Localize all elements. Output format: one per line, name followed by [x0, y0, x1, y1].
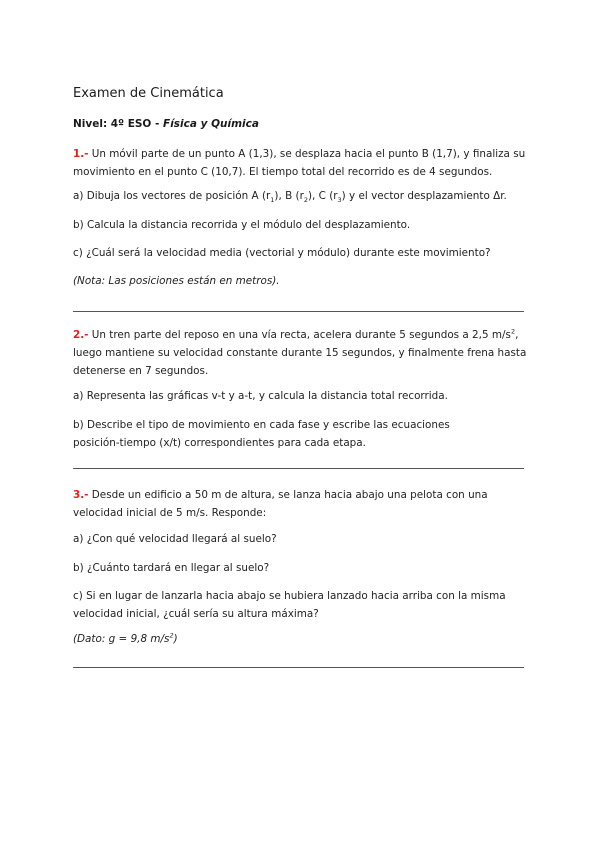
q3-note-text: (Dato: g = 9,8 m/s	[73, 633, 170, 645]
q3-intro-text-1: Desde un edificio a 50 m de altura, se lanza hacia abajo una pelota con una	[88, 489, 488, 501]
q2-intro-text-1: Un tren parte del reposo en una vía recta, acelera durante 5 segundos a 2,5 m/s	[88, 329, 511, 341]
q1-note	[73, 272, 525, 290]
q2-part-b-line-1: b) Describe el tipo de movimiento en cada fase y escribe las ecuaciones	[73, 419, 450, 431]
q3-part-c-line-2: velocidad inicial, ¿cuál sería su altura máxima?	[73, 608, 319, 620]
q3-number: 3.-	[73, 489, 89, 501]
q3-intro-line-2: velocidad inicial de 5 m/s. Responde:	[73, 507, 267, 519]
q1-a-sub-3: 3	[337, 196, 342, 205]
q3-note-line	[73, 630, 525, 648]
q2-intro-line-1	[73, 326, 525, 344]
q2-intro-line-2: luego mantiene su velocidad constante durante 15 segundos, y finalmente frena hasta	[73, 347, 527, 359]
q1-part-b-line: b) Calcula la distancia recorrida y el módulo del desplazamiento.	[73, 219, 411, 231]
q3-note-sup: 2	[169, 631, 174, 640]
divider-2	[73, 468, 524, 469]
level-prefix: Nivel: 4º ESO -	[73, 118, 164, 130]
q1-note-line: (Nota: Las posiciones están en metros).	[73, 275, 280, 287]
question-1	[73, 145, 525, 181]
q2-part-b	[73, 416, 525, 452]
question-3	[73, 486, 525, 522]
q3-intro-line-1	[73, 486, 525, 504]
q1-a-text-2: ), B (r	[274, 190, 304, 202]
q1-part-c-line: c) ¿Cuál será la velocidad media (vectorial y módulo) durante este movimiento?	[73, 247, 491, 259]
level-subject: Física y Química	[163, 118, 259, 130]
q1-a-text-1: a) Dibuja los vectores de posición A (r	[73, 190, 271, 202]
q2-intro-sup: 2	[510, 327, 516, 336]
q2-part-a-line: a) Representa las gráficas v-t y a-t, y calcula la distancia total recorrida.	[73, 390, 448, 402]
q2-number: 2.-	[73, 329, 89, 341]
q3-part-c-line-1: c) Si en lugar de lanzarla hacia abajo se hubiera lanzado hacia arriba con la misma	[73, 590, 506, 602]
q1-part-b	[73, 216, 525, 234]
q1-number: 1.-	[73, 148, 89, 160]
q1-intro-line-2: movimiento en el punto C (10,7). El tiempo total del recorrido es de 4 segundos.	[73, 166, 493, 178]
q3-part-a-line: a) ¿Con qué velocidad llegará al suelo?	[73, 533, 277, 545]
q1-a-text-4: ) y el vector desplazamiento Δr.	[341, 190, 507, 202]
q3-note	[73, 630, 525, 648]
q3-part-b-line: b) ¿Cuánto tardará en llegar al suelo?	[73, 562, 270, 574]
q2-part-b-line-2: posición-tiempo (x/t) correspondientes para cada etapa.	[73, 437, 366, 449]
q1-a-text-3: ), C (r	[307, 190, 338, 202]
q1-intro-text-1: Un móvil parte de un punto A (1,3), se desplaza hacia el punto B (1,7), y finaliza su	[88, 148, 526, 160]
q2-intro-line-3: detenerse en 7 segundos.	[73, 365, 209, 377]
q1-part-c	[73, 244, 525, 262]
q2-part-a	[73, 387, 525, 405]
q1-intro-line-1	[73, 145, 525, 163]
q3-part-b	[73, 559, 525, 577]
q1-part-a-line	[73, 187, 525, 205]
question-2	[73, 326, 525, 380]
q1-a-sub-1: 1	[270, 196, 275, 205]
divider-1	[73, 311, 524, 312]
q1-a-sub-2: 2	[303, 196, 308, 205]
q2-intro-comma: ,	[515, 329, 519, 341]
q3-part-a	[73, 530, 525, 548]
divider-3	[73, 667, 524, 668]
page-title: Examen de Cinemática	[73, 86, 224, 101]
q3-note-close: )	[173, 633, 178, 645]
q1-part-a	[73, 187, 525, 205]
level-line	[73, 118, 259, 130]
q3-part-c	[73, 587, 525, 623]
